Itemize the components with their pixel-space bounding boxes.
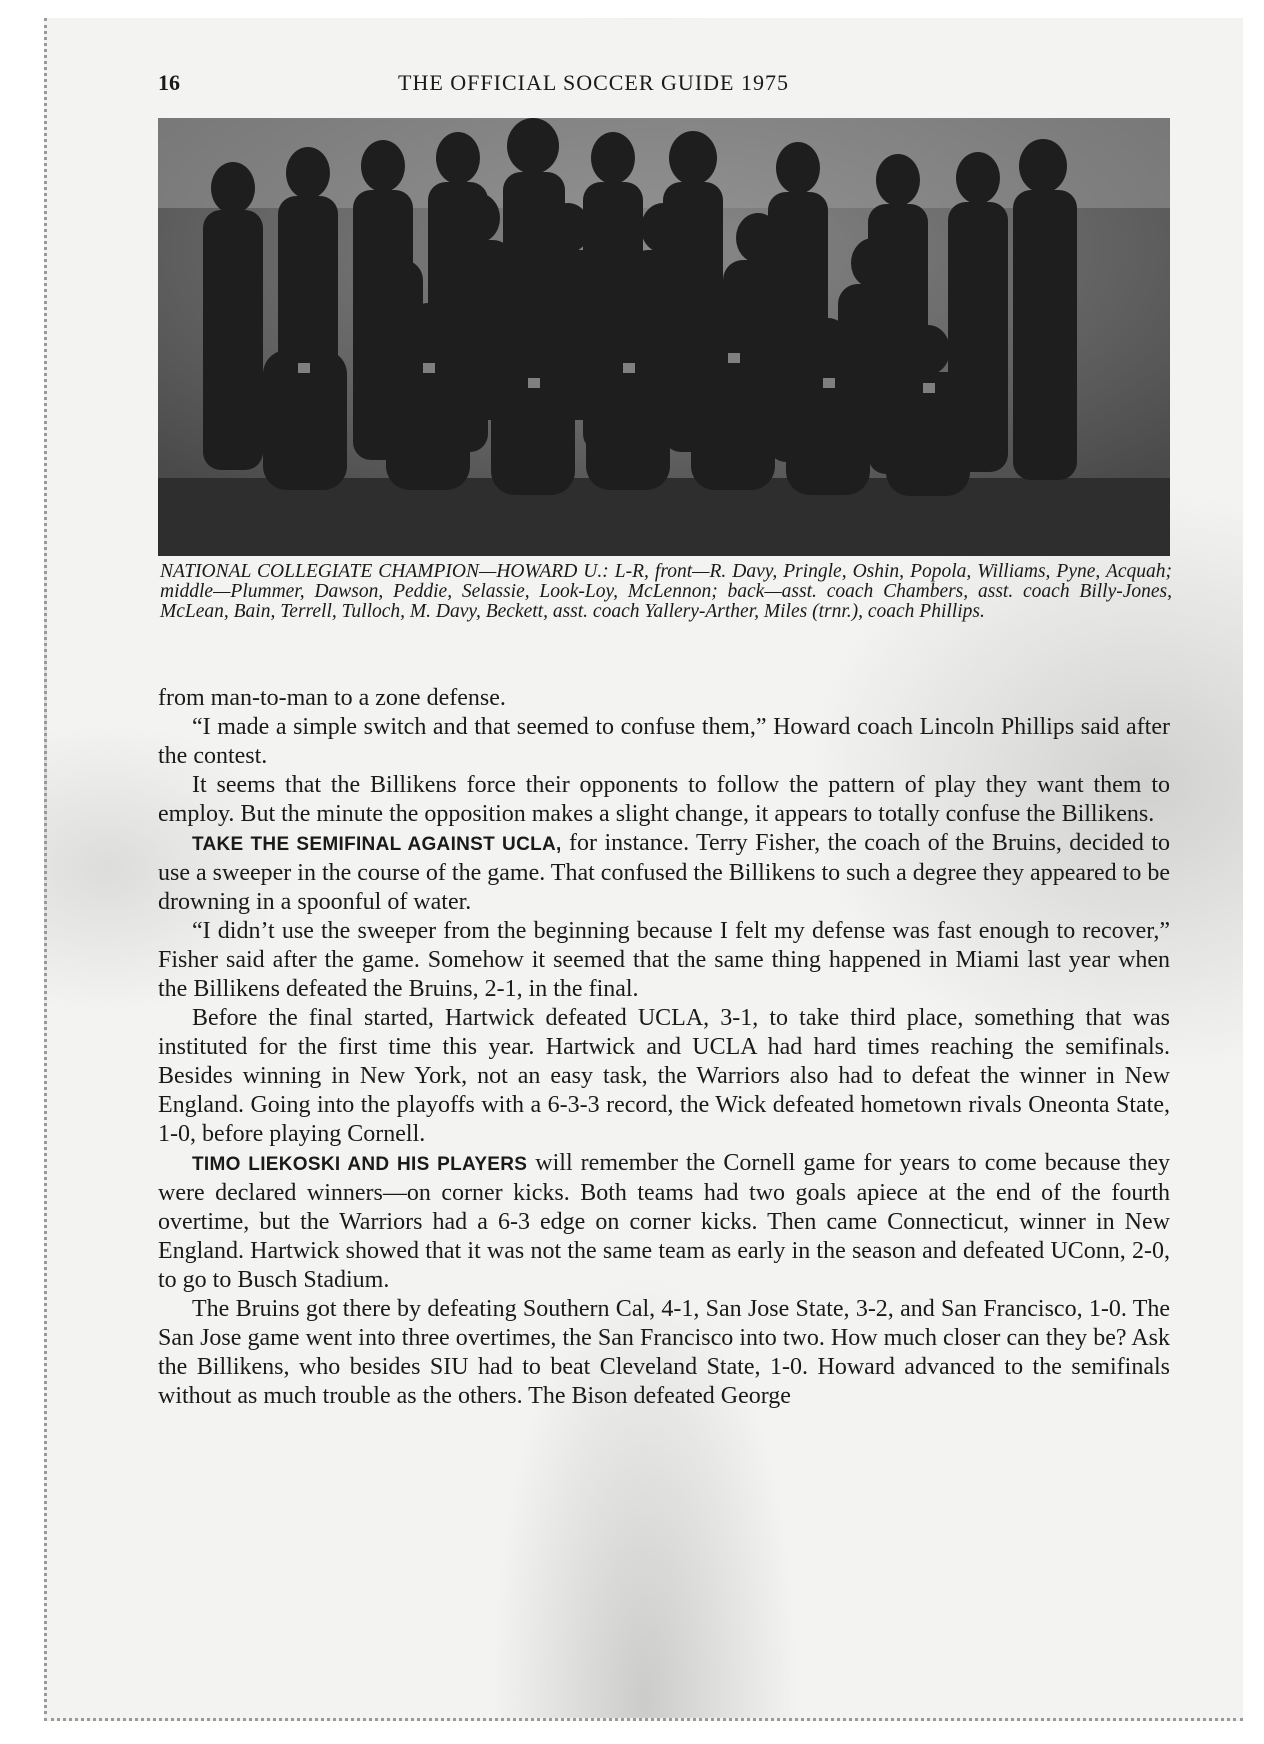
paragraph-text: The Bruins got there by defeating Southern Cal, 4-1, San Jose State, 3-2, and San Francisco, 1-0. The San Jose game went into three overtimes, the San Francisco into two. How much closer can they be? Ask the Billikens, who besides SIU had to beat Cleveland State, 1-0. Howard advanced to the semifinals without as much trouble as the others. The Bison defeated George [158,1296,1170,1409]
run-in-heading: TAKE THE SEMIFINAL AGAINST UCLA, [192,834,562,855]
paragraph-text: will remember the Cornell game for years to come because they were declared winners—on corner kicks. Both teams had two goals apiece at the end of the fourth overtime, but the Warriors had a 6-3 edge on corner kicks. Then came Connecticut, winner in New England. Hartwick showed that it was not the same team as early in the season and defeated UConn, 2-0, to go to Busch Stadium. [158,1150,1170,1293]
paragraph [158,1004,1170,1149]
article-body [158,684,1170,1411]
run-in-heading: TIMO LIEKOSKI AND HIS PLAYERS [192,1154,528,1175]
paragraph-text: for instance. Terry Fisher, the coach of the Bruins, decided to use a sweeper in the course of the game. That confused the Billikens to such a degree they appeared to be drowning in a spoonful of water. [158,830,1170,915]
paragraph [158,713,1170,771]
paragraph [158,1149,1170,1295]
paragraph-text: Before the final started, Hartwick defeated UCLA, 3-1, to take third place, something that was instituted for the first time this year. Hartwick and UCLA had hard times reaching the semifinals. Besides winning in New York, not an easy task, the Warriors also had to defeat the winner in New England. Going into the playoffs with a 6-3-3 record, the Wick defeated hometown rivals Oneonta State, 1-0, before playing Cornell. [158,1005,1170,1147]
page-header [158,70,1168,104]
paragraph [158,771,1170,829]
paragraph-text: “I didn’t use the sweeper from the beginning because I felt my defense was fast enough to recover,” Fisher said after the game. Somehow it seemed that the same thing happened in Miami last year when the Billikens defeated the Bruins, 2-1, in the final. [158,918,1170,1002]
paragraph [158,684,1170,713]
running-title: THE OFFICIAL SOCCER GUIDE 1975 [398,70,789,95]
paragraph [158,829,1170,917]
paragraph [158,1295,1170,1411]
paragraph-text: “I made a simple switch and that seemed to confuse them,” Howard coach Lincoln Phillips said after the contest. [158,714,1170,769]
team-photo-icon [158,118,1170,556]
photo-caption: NATIONAL COLLEGIATE CHAMPION—HOWARD U.: L-R, front—R. Davy, Pringle, Oshin, Popola, Williams, Pyne, Acquah; middle—Plummer, Dawson, Peddie, Selassie, Look-Loy, McLennon; back—asst. coach Chambers, asst. coach Billy-Jones, McLean, Bain, Terrell, Tulloch, M. Davy, Beckett, asst. coach Yallery-Arther, Miles (trnr.), coach Phillips. [160,561,1172,622]
page-number: 16 [158,70,180,95]
paragraph-text: from man-to-man to a zone defense. [158,685,506,711]
paragraph-text: It seems that the Billikens force their opponents to follow the pattern of play they want them to employ. But the minute the opposition makes a slight change, it appears to totally confuse the Billikens. [158,772,1170,827]
team-photo [158,118,1170,556]
paragraph [158,917,1170,1004]
